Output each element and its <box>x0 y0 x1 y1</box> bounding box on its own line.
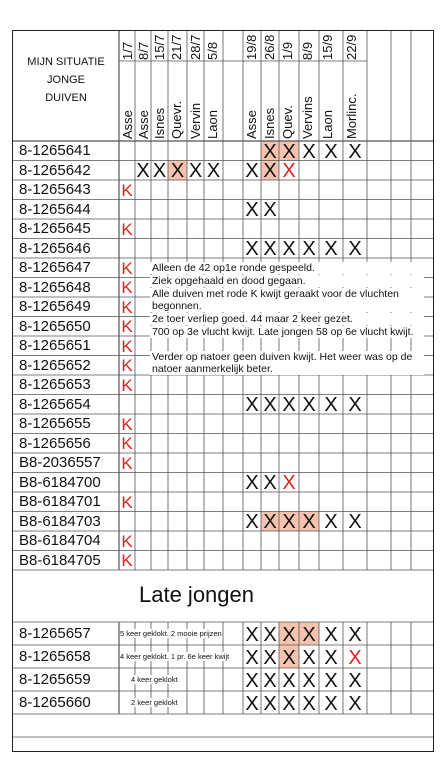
flown-mark: X <box>324 669 338 692</box>
flown-mark: X <box>348 669 362 692</box>
pigeon-ring-number: 8-1265659 <box>19 671 91 688</box>
pigeon-ring-number: 8-1265660 <box>19 694 91 711</box>
pigeon-ring-number: B8-6184704 <box>19 532 101 549</box>
pigeon-ring-number: 8-1265653 <box>19 376 91 393</box>
lost-mark: K <box>121 336 133 356</box>
flown-mark: X <box>302 394 316 417</box>
flown-mark: X <box>348 511 362 534</box>
pigeon-ring-number: 8-1265650 <box>19 317 91 335</box>
flown-mark: X <box>324 140 338 163</box>
flown-mark: X <box>282 160 296 183</box>
note-line: Alleen de 42 op1e ronde gespeeld. <box>150 262 424 274</box>
pigeon-ring-number: 8-1265642 <box>19 161 91 179</box>
race-date: 1/7 <box>120 41 135 60</box>
pigeon-ring-number: B8-6184703 <box>19 512 101 530</box>
flown-mark: X <box>324 394 338 417</box>
flown-mark: X <box>302 669 316 692</box>
pigeon-ring-number: 8-1265643 <box>19 181 91 198</box>
flown-mark: X <box>348 646 362 669</box>
race-location: Morlinc. <box>344 93 359 139</box>
race-date: 15/9 <box>320 34 335 60</box>
flown-mark: X <box>263 646 277 669</box>
lost-mark: K <box>121 219 133 239</box>
lost-mark: K <box>121 453 133 473</box>
flown-mark: X <box>302 646 316 669</box>
race-location: Isnes <box>152 107 167 139</box>
pigeon-ring-number: B8-6184701 <box>19 493 101 510</box>
sheet-title <box>13 53 119 107</box>
flown-mark: X <box>348 238 362 261</box>
flown-mark: X <box>263 623 277 646</box>
pigeon-ring-number: 8-1265648 <box>19 278 91 296</box>
flown-mark: X <box>263 394 277 417</box>
flown-mark: X <box>282 472 296 495</box>
pigeon-ring-number: 8-1265652 <box>19 356 91 374</box>
lost-mark: K <box>121 180 133 200</box>
flown-mark: X <box>245 160 259 183</box>
race-location: Quevr. <box>169 100 184 139</box>
note-line: Alle duiven met rode K kwijt geraakt voor de vluchten begonnen. <box>150 288 424 312</box>
flown-mark: X <box>245 511 259 534</box>
flown-mark: X <box>302 238 316 261</box>
race-date: 1/9 <box>280 41 295 60</box>
flown-mark: X <box>152 160 167 183</box>
pigeon-ring-number: 8-1265655 <box>19 415 91 432</box>
flown-mark: X <box>324 623 338 646</box>
race-date: 8/9 <box>300 41 315 60</box>
flown-mark: X <box>245 646 259 669</box>
title-line: DUIVEN <box>45 92 87 104</box>
pigeon-ring-number: 8-1265641 <box>19 142 91 159</box>
flown-mark: X <box>282 238 296 261</box>
race-location: Vervins <box>300 96 315 139</box>
flown-mark: X <box>245 394 259 417</box>
race-location: Asse <box>136 110 151 139</box>
pigeon-ring-number: 8-1265646 <box>19 239 91 257</box>
flown-mark: X <box>263 472 277 495</box>
race-location: Asse <box>120 110 135 139</box>
pigeon-status-sheet <box>12 30 434 752</box>
pigeon-ring-number: 8-1265658 <box>19 648 91 665</box>
race-date: 26/8 <box>262 34 277 60</box>
race-location: Laon <box>205 110 220 139</box>
flown-mark: X <box>324 238 338 261</box>
title-line: JONGE <box>47 74 85 86</box>
pigeon-ring-number: B8-6184700 <box>19 473 101 491</box>
pigeon-ring-number: 8-1265649 <box>19 298 91 315</box>
clock-note: 5 keer geklokt. 2 mooie prijzen <box>120 629 222 638</box>
race-date: 15/7 <box>152 34 167 60</box>
flown-mark: X <box>245 238 259 261</box>
late-section-title: Late jongen <box>135 582 258 608</box>
clock-note: 4 keer geklokt. 1 pr. 6e keer kwijt <box>120 652 230 661</box>
flown-mark: X <box>282 646 296 669</box>
flown-mark: X <box>302 511 316 534</box>
lost-mark: K <box>121 531 133 551</box>
flown-mark: X <box>245 692 259 715</box>
flown-mark: X <box>263 140 277 163</box>
flown-mark: X <box>188 160 203 183</box>
flown-mark: X <box>324 692 338 715</box>
flown-mark: X <box>136 160 150 183</box>
flown-mark: X <box>245 623 259 646</box>
flown-mark: X <box>245 199 259 222</box>
race-date: 19/8 <box>244 34 259 60</box>
note-line: Verder op natoer geen duiven kwijt. Het weer was op de natoer aanmerkelijk beter. <box>150 351 424 375</box>
pigeon-ring-number: 8-1265656 <box>19 434 91 452</box>
flown-mark: X <box>324 646 338 669</box>
flown-mark: X <box>245 472 259 495</box>
race-location: Laon <box>320 110 335 139</box>
race-date: 28/7 <box>188 34 203 60</box>
flown-mark: X <box>263 238 277 261</box>
pigeon-ring-number: B8-6184705 <box>19 551 101 569</box>
flown-mark: X <box>348 140 362 163</box>
pigeon-ring-number: B8-2036557 <box>19 454 101 471</box>
pigeon-ring-number: 8-1265647 <box>19 259 91 276</box>
flown-mark: X <box>348 394 362 417</box>
flown-mark: X <box>282 394 296 417</box>
lost-mark: K <box>121 356 133 376</box>
lost-mark: K <box>121 414 133 434</box>
flown-mark: X <box>263 199 277 222</box>
flown-mark: X <box>302 692 316 715</box>
clock-note: 4 keer geklokt <box>131 675 178 684</box>
lost-mark: K <box>121 317 133 337</box>
pigeon-ring-number: 8-1265651 <box>19 337 91 354</box>
flown-mark: X <box>263 692 277 715</box>
note-line: 2e toer verliep goed. 44 maar 2 keer gezet. <box>150 313 424 325</box>
lost-mark: K <box>121 551 133 571</box>
flown-mark: X <box>324 511 338 534</box>
flown-mark: X <box>348 623 362 646</box>
flown-mark: X <box>263 511 277 534</box>
flown-mark: X <box>282 669 296 692</box>
flown-mark: X <box>282 140 296 163</box>
clock-note: 2 keer geklokt <box>131 698 178 707</box>
flown-mark: X <box>302 140 316 163</box>
race-date: 22/9 <box>344 34 359 60</box>
flown-mark: X <box>348 692 362 715</box>
race-location: Quev. <box>280 105 295 139</box>
note-line: Ziek opgehaald en dood gegaan. <box>150 275 424 287</box>
flown-mark: X <box>282 511 296 534</box>
flown-mark: X <box>302 623 316 646</box>
lost-mark: K <box>121 375 133 395</box>
lost-mark: K <box>121 492 133 512</box>
flown-mark: X <box>245 669 259 692</box>
pigeon-ring-number: 8-1265657 <box>19 625 91 642</box>
flown-mark: X <box>282 623 296 646</box>
flown-mark: X <box>263 669 277 692</box>
race-location: Asse <box>244 110 259 139</box>
lost-mark: K <box>121 434 133 454</box>
pigeon-ring-number: 8-1265645 <box>19 220 91 237</box>
race-date: 21/7 <box>169 34 184 60</box>
flown-mark: X <box>206 160 221 183</box>
note-line: 700 op 3e vlucht kwijt. Late jongen 58 op 6e vlucht kwijt. <box>150 326 424 338</box>
pigeon-ring-number: 8-1265654 <box>19 395 91 413</box>
flown-mark: X <box>282 692 296 715</box>
flown-mark: X <box>263 160 277 183</box>
race-date: 8/7 <box>136 41 151 60</box>
lost-mark: K <box>121 278 133 298</box>
lost-mark: K <box>121 258 133 278</box>
pigeon-ring-number: 8-1265644 <box>19 200 91 218</box>
race-location: Isnes <box>262 107 277 139</box>
lost-mark: K <box>121 297 133 317</box>
race-location: Vervin <box>188 102 203 139</box>
race-date: 5/8 <box>205 41 220 60</box>
title-line: MIJN SITUATIE <box>27 56 105 68</box>
flown-mark: X <box>170 160 185 183</box>
